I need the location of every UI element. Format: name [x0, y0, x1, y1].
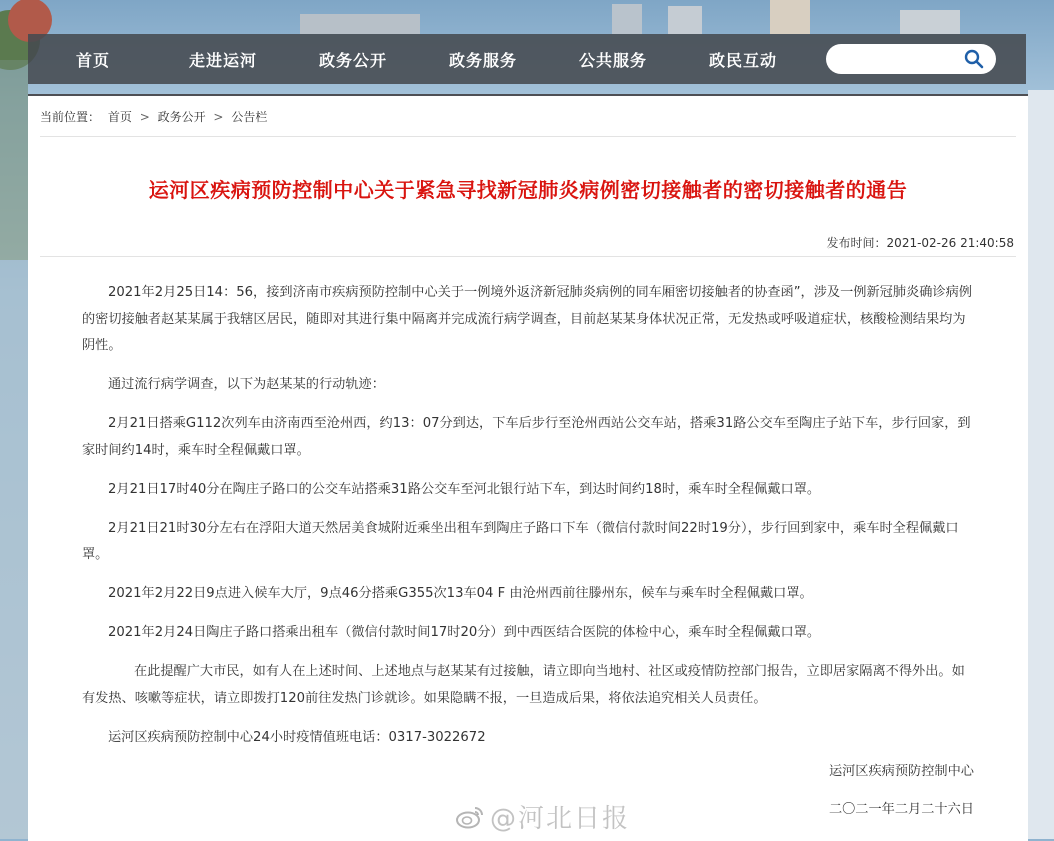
article-paragraph: 2月21日搭乘G112次列车由济南西至沧州西，约13：07分到达，下车后步行至沧州西站公交车站，搭乘31路公交车至陶庄子站下车，步行回家，到家时间约14时，乘车时全程佩戴口罩。 [82, 416, 971, 458]
top-navigation-bar [28, 34, 1026, 84]
breadcrumb-item-bulletin[interactable]: 公告栏 [231, 110, 268, 124]
watermark [456, 798, 630, 835]
breadcrumb-separator: > [139, 110, 150, 124]
nav-item-about-canal[interactable]: 走进运河 [188, 50, 257, 70]
nav-item-government-services[interactable]: 政务服务 [448, 50, 517, 70]
article-paragraph: 运河区疾病预防控制中心24小时疫情值班电话：0317-3022672 [108, 729, 486, 745]
publish-label: 发布时间： [826, 236, 887, 250]
publish-time [827, 234, 1014, 251]
article-paragraph: 2021年2月24日陶庄子路口搭乘出租车（微信付款时间17时20分）到中西医结合医院的体检中心，乘车时全程佩戴口罩。 [108, 625, 821, 640]
breadcrumb-separator: > [213, 110, 224, 124]
breadcrumb-item-government-affairs[interactable]: 政务公开 [157, 110, 206, 124]
nav-item-government-affairs[interactable]: 政务公开 [318, 50, 387, 70]
publish-time-value: 2021-02-26 21:40:58 [886, 236, 1014, 250]
article-body [82, 280, 974, 764]
article-paragraph: 在此提醒广大市民，如有人在上述时间、上述地点与赵某某有过接触，请立即向当地村、社区或疫情防控部门报告，立即居家隔离不得外出。如有发热、咳嗽等症状，请立即拨打120前往发热门诊就诊。如果隐瞒不报，一旦造成后果，将依法追究相关人员责任。 [82, 664, 965, 706]
watermark-text: @河北日报 [490, 804, 631, 834]
search-box [826, 44, 996, 74]
nav-item-home[interactable]: 首页 [75, 50, 110, 70]
nav-item-public-services[interactable]: 公共服务 [578, 50, 647, 70]
article-paragraph: 2021年2月25日14：56，接到济南市疾病预防控制中心关于一例境外返济新冠肺炎病例的同车厢密切接触者的协查函”，涉及一例新冠肺炎确诊病例的密切接触者赵某某属于我辖区居民，随即对其进行集中隔离并完成流行病学调查，目前赵某某身体状况正常，无发热或呼吸道症状，核酸检测结果均为阴性。 [82, 285, 972, 353]
content-panel [28, 94, 1028, 841]
divider [40, 256, 1016, 257]
search-input[interactable] [840, 49, 954, 71]
breadcrumb [40, 108, 271, 125]
nav-item-citizen-interaction[interactable]: 政民互动 [708, 50, 777, 70]
article-paragraph: 2021年2月22日9点进入候车大厅，9点46分搭乘G355次13车04 F 由沧州西前往滕州东，候车与乘车时全程佩戴口罩。 [108, 586, 813, 601]
search-icon[interactable] [964, 49, 984, 69]
article-paragraph: 2月21日17时40分在陶庄子路口的公交车站搭乘31路公交车至河北银行站下车，到达时间约18时，乘车时全程佩戴口罩。 [108, 481, 821, 497]
signature-organization: 运河区疾病预防控制中心 [828, 764, 974, 779]
divider [40, 136, 1016, 137]
article-title: 运河区疾病预防控制中心关于紧急寻找新冠肺炎病例密切接触者的密切接触者的通告 [148, 178, 908, 202]
weibo-icon [456, 805, 484, 829]
breadcrumb-prefix: 当前位置： [40, 110, 101, 124]
breadcrumb-item-home[interactable]: 首页 [107, 110, 132, 124]
article-paragraph: 2月21日21时30分左右在浮阳大道天然居美食城附近乘坐出租车到陶庄子路口下车（微信付款时间22时19分），步行回到家中，乘车时全程佩戴口罩。 [82, 520, 959, 562]
signature-date: 二〇二一年二月二十六日 [828, 802, 974, 817]
article-paragraph: 通过流行病学调查，以下为赵某某的行动轨迹： [108, 377, 385, 392]
